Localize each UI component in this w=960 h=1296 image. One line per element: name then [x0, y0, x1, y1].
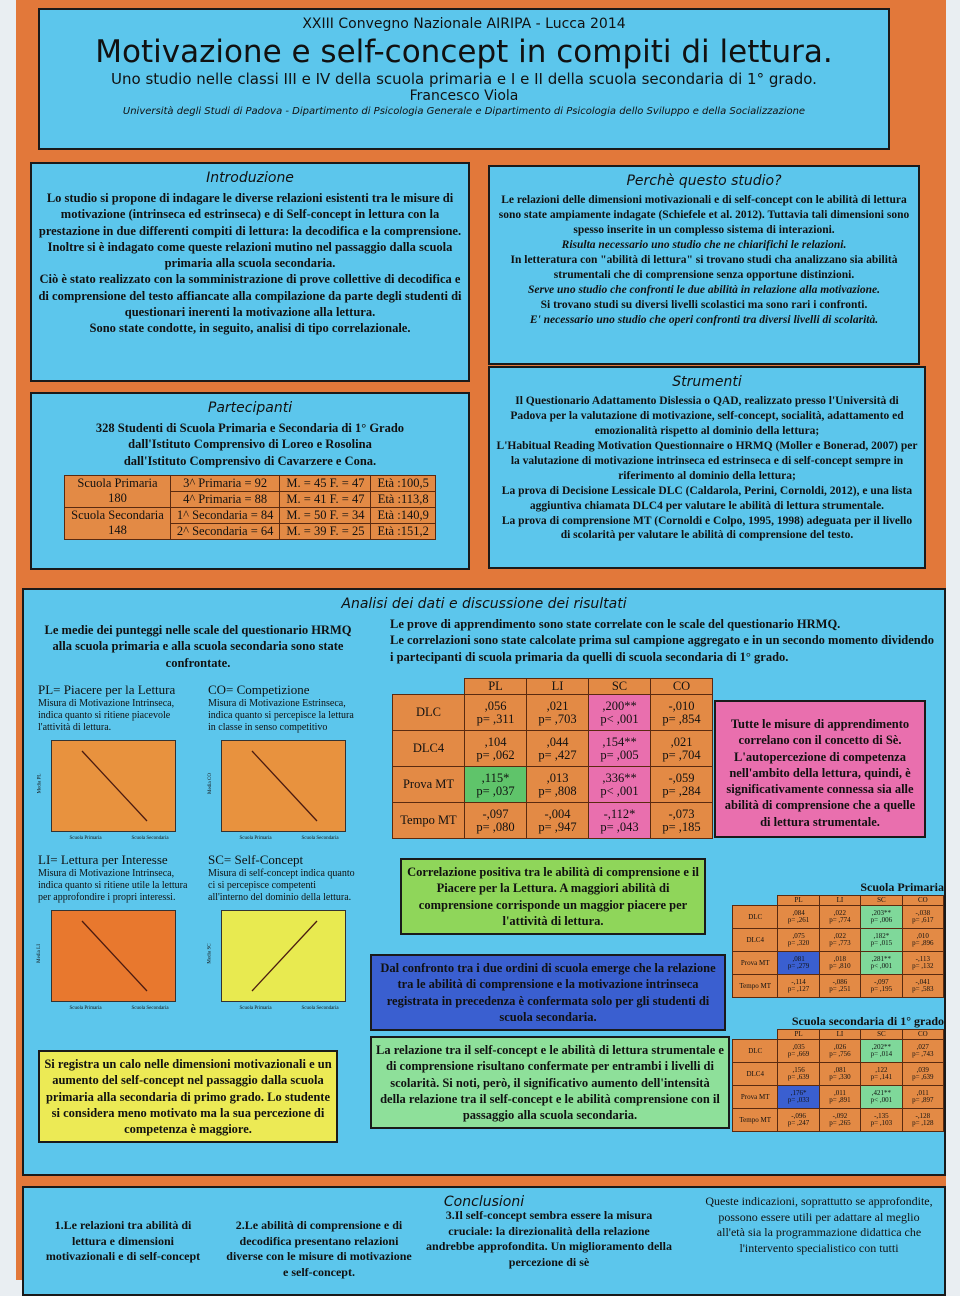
sex-cell: M. = 50 F. = 34 [280, 507, 371, 523]
row-label: Tempo MT [733, 975, 778, 998]
correlation-cell [861, 906, 903, 929]
corner-cell [393, 679, 465, 695]
analysis-left-intro: Le medie dei punteggi nelle scale del questionario HRMQ alla scuola primaria e alla scuola secondaria sono state confrontate. [44, 623, 352, 670]
instruments-paragraph: La prova di Decisione Lessicale DLC (Caldarola, Perini, Cornoldi, 2012), e una lista aggiuntiva chiamata DLC4 per valutare le abilità di lettura strumentale. [501, 484, 913, 512]
poster-header [38, 8, 890, 150]
scale-block [36, 852, 188, 1011]
scale-description: Misura di Motivazione Intrinseca, indica quanto si ritiene piacevole l'attività di lettura. [38, 698, 175, 733]
p-value: p= ,330 [829, 1073, 851, 1082]
column-header: CO [651, 679, 713, 695]
p-value: p= ,311 [476, 711, 515, 726]
p-value: p= ,251 [829, 985, 851, 994]
p-value: p= ,669 [787, 1050, 810, 1059]
p-value: p= ,703 [538, 711, 577, 726]
scale-heading: CO= Competizione [208, 682, 310, 697]
y-axis-label: Media LI [36, 944, 42, 963]
correlation-cell [861, 975, 903, 998]
correlation-cell [861, 952, 903, 975]
row-label: Prova MT [393, 767, 465, 803]
correlation-cell [819, 975, 860, 998]
correlation-cell [589, 731, 651, 767]
class-cell: 3^ Primaria = 92 [170, 475, 280, 491]
p-value: p= ,891 [829, 1096, 851, 1105]
poster-title: Motivazione e self-concept in compiti di lettura. [95, 34, 833, 70]
x-tick-label: Scuola Primaria [239, 1006, 272, 1011]
why-panel [488, 165, 920, 365]
school-cell [65, 507, 171, 539]
correlation-value: ,011 [916, 1089, 929, 1097]
x-tick-label: Scuola Primaria [69, 836, 102, 841]
p-value: p= ,279 [787, 962, 810, 971]
table-row [393, 731, 713, 767]
mean-plot [36, 740, 176, 841]
conclusion-item: Queste indicazioni, soprattutto se approfondite, possono essere utili per adattare al meglio all'età sia la programmazione didattica che l'intervento specialistico con tutti [705, 1194, 933, 1255]
correlation-table [732, 1029, 944, 1132]
correlation-cell [861, 929, 903, 952]
school-name: Scuola Secondaria [71, 508, 164, 523]
analysis-panel [22, 588, 946, 1176]
trend-line [82, 921, 147, 991]
correlation-table [732, 895, 944, 998]
analysis-right-intro: Le correlazioni sono state calcolate prima sul campione aggregato e in un secondo momento dividendo i partecipanti di scuola primaria da quelli di scuola secondaria di 1° grado. [390, 633, 934, 664]
correlation-value: -,041 [915, 978, 931, 986]
why-paragraph: Si trovano studi su diversi livelli scolastici ma sono rari i confronti. [540, 298, 868, 311]
p-value: p= ,743 [912, 1050, 934, 1059]
correlation-cell [465, 695, 527, 731]
p-value: p= ,037 [476, 783, 515, 798]
x-tick-label: Scuola Secondaria [131, 1006, 169, 1011]
correlation-cell [589, 767, 651, 803]
scale-description: Misura di Motivazione Intrinseca, indica quanto si ritiene utile la lettura per approfondire i propri interessi. [38, 868, 188, 903]
correlation-cell [778, 1109, 819, 1132]
p-value: p= ,897 [912, 1096, 934, 1105]
p-value: p= ,774 [829, 916, 851, 925]
p-value: p= ,185 [662, 819, 701, 834]
correlation-value: -,135 [874, 1112, 889, 1120]
correlation-value: ,056 [484, 698, 507, 713]
correlation-value: ,421** [871, 1089, 891, 1097]
correlation-cell [527, 767, 589, 803]
correlation-value: -,086 [832, 978, 848, 986]
analysis-title: Analisi dei dati e discussione dei risultati [341, 596, 627, 612]
correlation-value: ,026 [833, 1043, 847, 1051]
sex-cell: M. = 41 F. = 47 [280, 491, 371, 507]
p-value: p= ,639 [787, 1073, 810, 1082]
analysis-right-intro: Le prove di apprendimento sono state correlate con le scale del questionario HRMQ. [390, 617, 841, 631]
correlation-value: ,021 [546, 698, 569, 713]
why-paragraph: Le relazioni delle dimensioni motivazionali e di self-concept con le abilità di lettura sono state ampiamente indagate (Schiefele et al. 2012). Tuttavia tali dimensioni sono spesso inserite in un complesso sistema di interazioni. [498, 194, 910, 236]
correlation-value: ,182* [873, 932, 890, 940]
trend-line [82, 751, 147, 821]
correlation-cell [902, 1040, 943, 1063]
correlation-cell [589, 695, 651, 731]
scale-block [36, 682, 188, 841]
participants-row [65, 507, 436, 523]
correlation-value: ,039 [916, 1066, 929, 1074]
column-header: SC [589, 679, 651, 695]
table-row [733, 1063, 944, 1086]
column-header: CO [902, 1030, 943, 1040]
p-value: p= ,128 [912, 1119, 934, 1128]
correlation-cell [651, 695, 713, 731]
p-value: p< ,001 [600, 783, 639, 798]
x-tick-label: Scuola Secondaria [131, 836, 169, 841]
scale-block [207, 852, 358, 1011]
column-header: LI [819, 1030, 860, 1040]
table-row [733, 1109, 944, 1132]
row-label: DLC [733, 906, 778, 929]
scale-heading: LI= Lettura per Interesse [38, 852, 168, 867]
p-value: p= ,141 [870, 1073, 893, 1082]
correlation-cell [651, 731, 713, 767]
p-value: p= ,617 [912, 916, 934, 925]
p-value: p= ,195 [870, 985, 893, 994]
school-total: 148 [108, 523, 127, 538]
sex-cell: M. = 39 F. = 25 [280, 523, 371, 539]
x-tick-label: Scuola Secondaria [301, 836, 339, 841]
correlation-cell [651, 803, 713, 839]
correlation-cell [819, 1109, 860, 1132]
participants-panel [30, 392, 470, 570]
p-value: p= ,284 [662, 783, 701, 798]
row-label: DLC [393, 695, 465, 731]
why-paragraph: In letteratura con "abilità di lettura" si trovano studi cha analizzano sia abilità strumentali che di comprensione senza opportune distinzioni. [510, 253, 898, 281]
correlation-value: ,202** [871, 1043, 891, 1051]
instruments-paragraph: La prova di comprensione MT (Cornoldi e Colpo, 1995, 1998) adeguata per il livello di scolarità per valutare le abilità di comprensione del testo. [501, 514, 913, 542]
primary-school-correlation-table [732, 880, 944, 998]
correlation-value: ,281** [871, 955, 891, 963]
p-value: p= ,808 [538, 783, 577, 798]
x-tick-label: Scuola Secondaria [301, 1006, 339, 1011]
school-total: 180 [108, 491, 127, 506]
poster [16, 0, 946, 1280]
correlation-cell [819, 929, 860, 952]
instruments-paragraph: L'Habitual Reading Motivation Questionnaire o HRMQ (Moller e Bonerad, 2007) per la valutazione di motivazione intrinseca ed estrinseca e di self-concept sempre in riferimento al dominio della lettura; [496, 439, 918, 482]
participants-line: dall'Istituto Comprensivo di Loreo e Rosolina [128, 437, 372, 452]
column-header: SC [861, 896, 903, 906]
poster-subtitle: Uno studio nelle classi III e IV della scuola primaria e I e II della scuola secondaria di 1° grado. [111, 70, 817, 88]
correlation-value: -,097 [482, 806, 509, 821]
corner-cell [733, 1030, 778, 1040]
header-row [733, 896, 944, 906]
table-row [733, 929, 944, 952]
scale-heading: PL= Piacere per la Lettura [38, 682, 176, 697]
table-row [393, 767, 713, 803]
correlation-cell [651, 767, 713, 803]
column-header: LI [819, 896, 860, 906]
p-value: p= ,265 [829, 1119, 851, 1128]
yellow-note: Si registra un calo nelle dimensioni motivazionali e un aumento del self-concept nel passaggio dalla scuola primaria alla secondaria di primo grado. Lo studente si considera meno motivato ma la sua percezione di competenza è maggiore. [38, 1050, 338, 1143]
correlation-value: ,010 [916, 932, 929, 940]
correlation-cell [819, 1063, 860, 1086]
p-value: p= ,043 [600, 819, 639, 834]
p-value: p= ,427 [538, 747, 577, 762]
affiliation: Università degli Studi di Padova - Dipartimento di Psicologia Generale e Dipartimento di Psicologia dello Sviluppo e della Socializzazione [122, 106, 806, 117]
participants-table [64, 475, 436, 540]
row-label: DLC [733, 1040, 778, 1063]
table-row [393, 695, 713, 731]
correlation-value: ,013 [546, 770, 569, 785]
y-axis-label: Media PL [36, 773, 42, 794]
intro-panel [30, 162, 470, 382]
why-paragraph: Serve uno studio che confronti le due abilità in relazione alla motivazione. [527, 283, 881, 296]
p-value: p< ,001 [870, 1096, 893, 1105]
row-label: DLC4 [393, 731, 465, 767]
correlation-cell [778, 975, 819, 998]
correlation-value: ,081 [833, 1066, 847, 1074]
p-value: p= ,005 [600, 747, 639, 762]
column-header: PL [465, 679, 527, 695]
why-title: Perchè questo studio? [626, 173, 782, 189]
p-value: p= ,854 [662, 711, 701, 726]
age-cell: Età :151,2 [371, 523, 435, 539]
correlation-value: -,038 [915, 909, 931, 917]
correlation-cell [861, 1063, 902, 1086]
p-value: p< ,001 [870, 962, 893, 971]
intro-title: Introduzione [206, 170, 294, 186]
p-value: p= ,127 [787, 985, 810, 994]
row-label: Prova MT [733, 952, 778, 975]
conclusion-item: 1.Le relazioni tra abilità di lettura e dimensioni motivazionali e di self-concept [45, 1218, 201, 1264]
correlation-cell [465, 731, 527, 767]
school-name: Scuola Primaria [77, 476, 158, 491]
correlation-value: -,128 [915, 1112, 931, 1120]
table-title: Scuola secondaria di 1° grado [791, 1014, 944, 1028]
sex-cell: M. = 45 F. = 47 [280, 475, 371, 491]
pink-note: Tutte le misure di apprendimento correlano con il concetto di Sè. L'autopercezione di competenza nell'ambito della lettura, quindi, è significativamente connessa sia alle abilità di comprensione che a quelle di lettura strumentale. [714, 700, 926, 838]
author: Francesco Viola [409, 88, 519, 104]
correlation-cell [778, 929, 819, 952]
scale-description: Misura di self-concept indica quanto ci si percepisce competenti all'interno del dominio della lettura. [208, 868, 355, 903]
header-row [393, 679, 713, 695]
correlation-cell [819, 906, 860, 929]
intro-paragraph: Lo studio si propone di indagare le diverse relazioni esistenti tra le misure di motivazione (intrinseca ed estrinseca) e di Self-concept in lettura con la prestazione in due differenti compiti di lettura: la decodifica e la comprensione. [38, 191, 462, 238]
intro-paragraph: Sono state condotte, in seguito, analisi di tipo correlazionale. [89, 321, 411, 335]
column-header: LI [527, 679, 589, 695]
p-value: p= ,704 [662, 747, 701, 762]
class-cell: 2^ Secondaria = 64 [170, 523, 280, 539]
correlation-cell [778, 1063, 819, 1086]
correlation-value: ,021 [670, 734, 693, 749]
correlation-value: ,081 [792, 955, 805, 963]
row-label: Tempo MT [733, 1109, 778, 1132]
correlation-value: ,176* [790, 1089, 807, 1097]
p-value: p= ,033 [787, 1096, 810, 1105]
p-value: p= ,080 [476, 819, 515, 834]
correlation-cell [589, 803, 651, 839]
correlation-cell [902, 1063, 943, 1086]
school-cell [65, 475, 171, 507]
correlation-value: ,200** [602, 698, 637, 713]
scale-block [207, 682, 358, 841]
correlation-value: ,084 [792, 909, 805, 917]
correlation-cell [778, 906, 819, 929]
participants-line: dall'Istituto Comprensivo di Cavarzere e Cona. [123, 453, 377, 468]
correlation-value: ,336** [602, 770, 637, 785]
correlation-cell [819, 1040, 860, 1063]
class-cell: 4^ Primaria = 88 [170, 491, 280, 507]
correlation-value: -,092 [832, 1112, 848, 1120]
instruments-paragraph: Il Questionario Adattamento Dislessia o QAD, realizzato presso l'Università di Padova per la valutazione di motivazione, self-concept, socialità, adattamento ed emozionalità rispetto al dominio della lettura; [510, 395, 904, 437]
correlation-cell [902, 975, 943, 998]
correlation-value: ,104 [484, 734, 507, 749]
p-value: p= ,247 [787, 1119, 810, 1128]
correlation-value: ,154** [602, 734, 637, 749]
p-value: p= ,639 [912, 1073, 934, 1082]
correlation-value: ,122 [875, 1066, 888, 1074]
participants-title: Partecipanti [207, 400, 293, 416]
p-value: p= ,756 [829, 1050, 851, 1059]
table-title: Scuola Primaria [860, 880, 944, 894]
correlation-value: ,027 [916, 1043, 929, 1051]
correlation-value: ,022 [833, 909, 847, 917]
p-value: p= ,015 [870, 939, 893, 948]
scale-description: Misura di Motivazione Estrinseca, indica quanto si percepisce la lettura in classe in senso competitivo [208, 698, 354, 733]
p-value: p= ,014 [870, 1050, 893, 1059]
mean-plot [36, 910, 176, 1011]
correlation-value: -,004 [544, 806, 571, 821]
p-value: p= ,810 [829, 962, 851, 971]
correlation-cell [861, 1086, 902, 1109]
correlation-cell [527, 731, 589, 767]
conclusion-item: 2.Le abilità di comprensione e di decodifica presentano relazioni diverse con le misure di motivazione e self-concept. [226, 1218, 412, 1279]
conclusion-item: 3.Il self-concept sembra essere la misura cruciale: la direzionalità della relazione andrebbe approfondita. Un miglioramento della percezione di sè [426, 1208, 672, 1269]
correlation-cell [902, 1109, 943, 1132]
aggregate-correlation-table [392, 678, 713, 839]
column-header: CO [902, 896, 943, 906]
p-value: p= ,773 [829, 939, 851, 948]
correlation-value: ,035 [792, 1043, 805, 1051]
correlation-value: ,018 [833, 955, 847, 963]
p-value: p= ,583 [912, 985, 934, 994]
mean-plot [207, 910, 346, 1011]
x-tick-label: Scuola Primaria [239, 836, 272, 841]
blue-note: Dal confronto tra i due ordini di scuola emerge che la relazione tra le abilità di comprensione e la motivazione intrinseca registrata in precedenza è confermata solo per gli studenti di scuola secondaria. [370, 954, 726, 1031]
correlation-value: -,114 [791, 978, 806, 986]
intro-paragraph: Inoltre si è indagato come queste relazioni mutino nel passaggio dalla scuola primaria alla scuola secondaria. [47, 239, 453, 270]
participants-line: 328 Studenti di Scuola Primaria e Secondaria di 1° Grado [95, 421, 405, 435]
y-axis-label: Media CO [207, 773, 213, 794]
p-value: p= ,896 [912, 939, 934, 948]
correlation-cell [778, 1086, 819, 1109]
conference-name: XXIII Convegno Nazionale AIRIPA - Lucca 2014 [302, 16, 626, 32]
correlation-value: -,073 [668, 806, 695, 821]
age-cell: Età :100,5 [371, 475, 435, 491]
table-row [393, 803, 713, 839]
correlation-cell [861, 1109, 902, 1132]
corner-cell [733, 896, 778, 906]
row-label: DLC4 [733, 929, 778, 952]
correlation-value: -,113 [915, 955, 930, 963]
mean-plot [207, 740, 346, 841]
secondary-school-correlation-table [732, 1014, 944, 1132]
correlation-value: ,115* [481, 770, 510, 785]
p-value: p= ,006 [870, 916, 893, 925]
correlation-value: -,096 [791, 1112, 806, 1120]
correlation-value: ,011 [833, 1089, 846, 1097]
column-header: PL [778, 896, 819, 906]
correlation-value: -,059 [668, 770, 695, 785]
correlation-value: ,044 [546, 734, 569, 749]
correlation-cell [465, 767, 527, 803]
instruments-panel [488, 366, 926, 569]
why-paragraph: Risulta necessario uno studio che ne chiarifichi le relazioni. [561, 238, 847, 251]
why-paragraph: E' necessario uno studio che operi confronti tra diversi livelli di scolarità. [529, 313, 879, 326]
p-value: p= ,103 [870, 1119, 893, 1128]
class-cell: 1^ Secondaria = 84 [170, 507, 280, 523]
x-tick-label: Scuola Primaria [69, 1006, 102, 1011]
correlation-cell [465, 803, 527, 839]
correlation-cell [902, 1086, 943, 1109]
scale-heading: SC= Self-Concept [208, 852, 304, 867]
instruments-title: Strumenti [672, 374, 742, 390]
p-value: p< ,001 [600, 711, 639, 726]
correlation-value: -,010 [668, 698, 695, 713]
correlation-cell [902, 906, 943, 929]
p-value: p= ,320 [787, 939, 810, 948]
age-cell: Età :113,8 [371, 491, 435, 507]
conclusions-title: Conclusioni [443, 1194, 525, 1210]
green-note: Correlazione positiva tra le abilità di comprensione e il Piacere per la Lettura. A maggiori abilità di comprensione corrisponde un maggior piacere per l'attività di lettura. [400, 858, 706, 935]
correlation-cell [819, 952, 860, 975]
correlation-value: ,075 [792, 932, 805, 940]
column-header: SC [861, 1030, 902, 1040]
header-row [733, 1030, 944, 1040]
p-value: p= ,132 [912, 962, 934, 971]
correlation-value: ,203** [871, 909, 891, 917]
y-axis-label: Media SC [207, 943, 213, 964]
light-green-note: La relazione tra il self-concept e le abilità di lettura strumentale e di comprensione risultano confermate per entrambi i livelli di scolarità. Si noti, però, il significativo aumento dell'intensità della relazione tra il self-concept e le abilità comprensione con il passaggio alla scuola secondaria. [370, 1036, 730, 1129]
row-label: Tempo MT [393, 803, 465, 839]
correlation-value: -,097 [874, 978, 889, 986]
row-label: Prova MT [733, 1086, 778, 1109]
age-cell: Età :140,9 [371, 507, 435, 523]
correlation-cell [527, 803, 589, 839]
p-value: p= ,062 [476, 747, 515, 762]
table-row [733, 906, 944, 929]
table-row [733, 952, 944, 975]
table-row [733, 1086, 944, 1109]
correlation-cell [778, 1040, 819, 1063]
correlation-value: ,022 [833, 932, 847, 940]
correlation-cell [819, 1086, 860, 1109]
p-value: p= ,261 [787, 916, 810, 925]
p-value: p= ,947 [538, 819, 577, 834]
row-label: DLC4 [733, 1063, 778, 1086]
trend-line [252, 921, 317, 991]
correlation-value: ,156 [792, 1066, 805, 1074]
correlation-value: -,112* [603, 806, 636, 821]
participants-row [65, 475, 436, 491]
correlation-cell [778, 952, 819, 975]
correlation-cell [902, 929, 943, 952]
correlation-cell [902, 952, 943, 975]
column-header: PL [778, 1030, 819, 1040]
intro-paragraph: Ciò è stato realizzato con la somministrazione di prove collettive di decodifica e di comprensione del testo affiancate alla compilazione da parte degli studenti di questionari inerenti la motivazione alla lettura. [38, 272, 462, 319]
correlation-table [392, 678, 713, 839]
correlation-cell [527, 695, 589, 731]
table-row [733, 975, 944, 998]
trend-line [252, 751, 317, 821]
table-row [733, 1040, 944, 1063]
correlation-cell [861, 1040, 902, 1063]
